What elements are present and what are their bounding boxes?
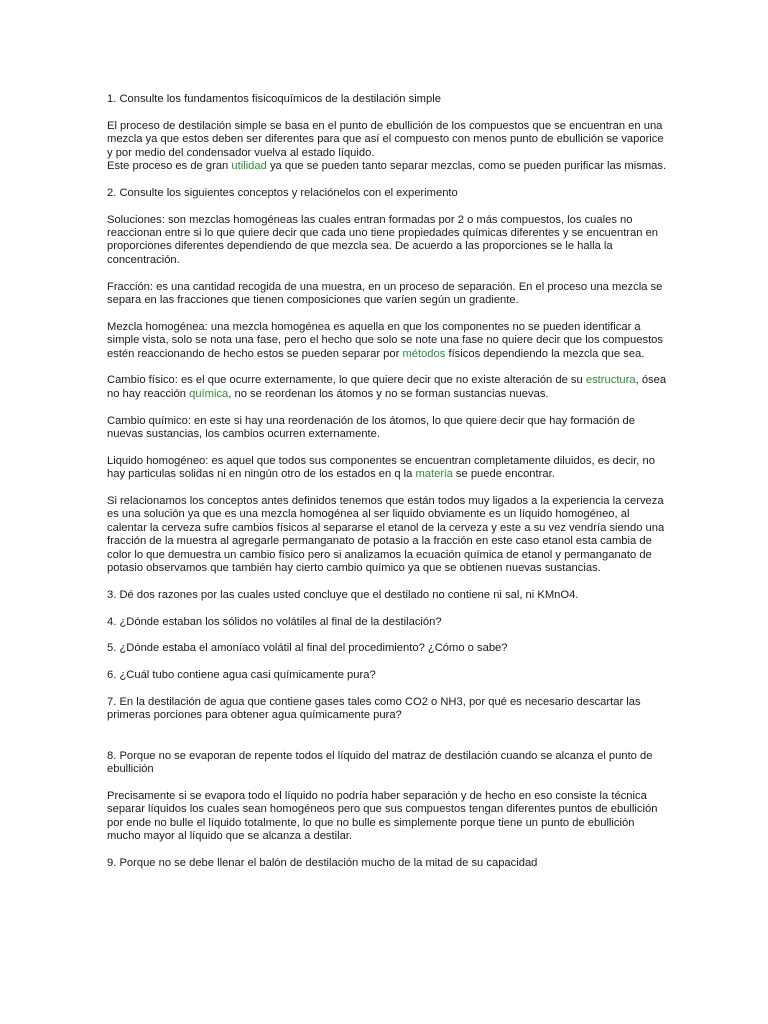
link-metodos[interactable]: métodos [402, 347, 446, 360]
relation-paragraph: Si relacionamos los conceptos antes definidos tenemos que están todos muy ligados a la experiencia la cerveza es una solución ya que es una mezcla homogénea al ser liquido obviamente es un líquido homogéneo, al calentar la cerveza sufre cambios físicos al separarse el etanol de la cerveza y este a su vez vendría siendo una fracción de la muestra al agregarle permanganato de potasio a la fracción en este caso etanol esta cambia de color lo que demuestra un cambio físico pero si analizamos la ecuación química de etanol y permanganato de potasio observamos que también hay cierto cambio químico ya que se obtienen nuevas sustancias. [107, 495, 665, 575]
link-materia[interactable]: materia [415, 468, 453, 481]
question-8-title: 8. Porque no se evaporan de repente todos el líquido del matraz de destilación cuando se alcanza el punto de ebullición [107, 749, 653, 776]
question-8-answer: Precisamente si se evapora todo el líquido no podría haber separación y de hecho en eso consiste la técnica separar líquidos los cuales sean homogéneos pero que sus compuestos tengan diferentes puntos de ebullición por ende no bulle el líquido totalmente, lo que no bulle es simplemente porque tiene un punto de ebullición mucho mayor al líquido que se alcanza a destilar. [107, 789, 658, 843]
link-estructura[interactable]: estructura [585, 374, 636, 387]
question-1-title: 1. Consulte los fundamentos fisicoquímicos de la destilación simple [107, 93, 441, 105]
document-body [107, 93, 667, 884]
definition-cambio-quimico: Cambio químico: en este si hay una reordenación de los átomos, lo que quiere decir que hay formación de nuevas sustancias, los cambios ocurren externamente. [107, 414, 635, 441]
question-1-paragraph-1: El proceso de destilación simple se basa en el punto de ebullición de los compuestos que se encuentran en una mezcla ya que estos deben ser diferentes para que así el compuesto con menos punto de ebullición se vaporice y por medio del condensador vuelva al estado líquido. [107, 119, 664, 159]
question-1-answer: El proceso de destilación simple se basa en el punto de ebullición de los compuestos que se encuentran en una mezcla ya que estos deben ser diferentes para que así el compuesto con menos punto de ebullición se vaporice y por medio del condensador vuelva al estado líquido. Este proceso es de gran utilidad ya que se pueden tanto separar mezclas, como se pueden purificar las mismas. [107, 119, 667, 173]
definition-liquido-homogeneo: Liquido homogéneo: es aquel que todos sus componentes se encuentran completamente diluidos, es decir, no hay particulas solidas ni en ningún otro de los estados en q la materia se puede encontrar. [107, 454, 655, 481]
question-5: 5. ¿Dónde estaba el amoníaco volátil al final del procedimiento? ¿Cómo o sabe? [107, 642, 508, 655]
question-6: 6. ¿Cuál tubo contiene agua casi químicamente pura? [107, 669, 376, 682]
definition-cambio-fisico: Cambio físico: es el que ocurre externamente, lo que quiere decir que no existe alteración de su estructura, ósea no hay reacción química, no se reordenan los átomos y no se forman sustancias nuevas. [107, 374, 667, 400]
question-4: 4. ¿Dónde estaban los sólidos no volátiles al final de la destilación? [107, 615, 442, 628]
definition-fraccion: Fracción: es una cantidad recogida de una muestra, en un proceso de separación. En el proceso una mezcla se separa en las fracciones que tienen composiciones que varíen según un gradiente. [107, 280, 663, 307]
definition-soluciones: Soluciones: son mezclas homogéneas las cuales entran formadas por 2 o más compuestos, los cuales no reaccionan entre si lo que quiere decir que cada uno tiene propiedades químicas diferentes y se encuentran en proporciones diferentes dependiendo de que mezcla sea. De acuerdo a las proporciones se le halla la concentración. [107, 213, 659, 266]
question-7: 7. En la destilación de agua que contiene gases tales como CO2 o NH3, por qué es necesario descartar las primeras porciones para obtener agua químicamente pura? [107, 696, 641, 722]
question-3: 3. Dé dos razones por las cuales usted concluye que el destilado no contiene ni sal, ni KMnO4. [107, 588, 579, 601]
link-quimica[interactable]: química [189, 387, 229, 400]
definition-mezcla-homogenea: Mezcla homogénea: una mezcla homogénea es aquella en que los componentes no se pueden identificar a simple vista, solo se nota una fase, pero el hecho que solo se note una fase no quiere decir que los compuestos estén reaccionando de hecho estos se pueden separar por métodos físicos dependiendo la mezcla que sea. [107, 320, 663, 360]
link-utilidad[interactable]: utilidad [231, 160, 267, 173]
question-9: 9. Porque no se debe llenar el balón de destilación mucho de la mitad de su capacidad [107, 856, 538, 869]
question-2-title: 2. Consulte los siguientes conceptos y relaciónelos con el experimento [107, 186, 458, 199]
spacer [107, 736, 667, 749]
